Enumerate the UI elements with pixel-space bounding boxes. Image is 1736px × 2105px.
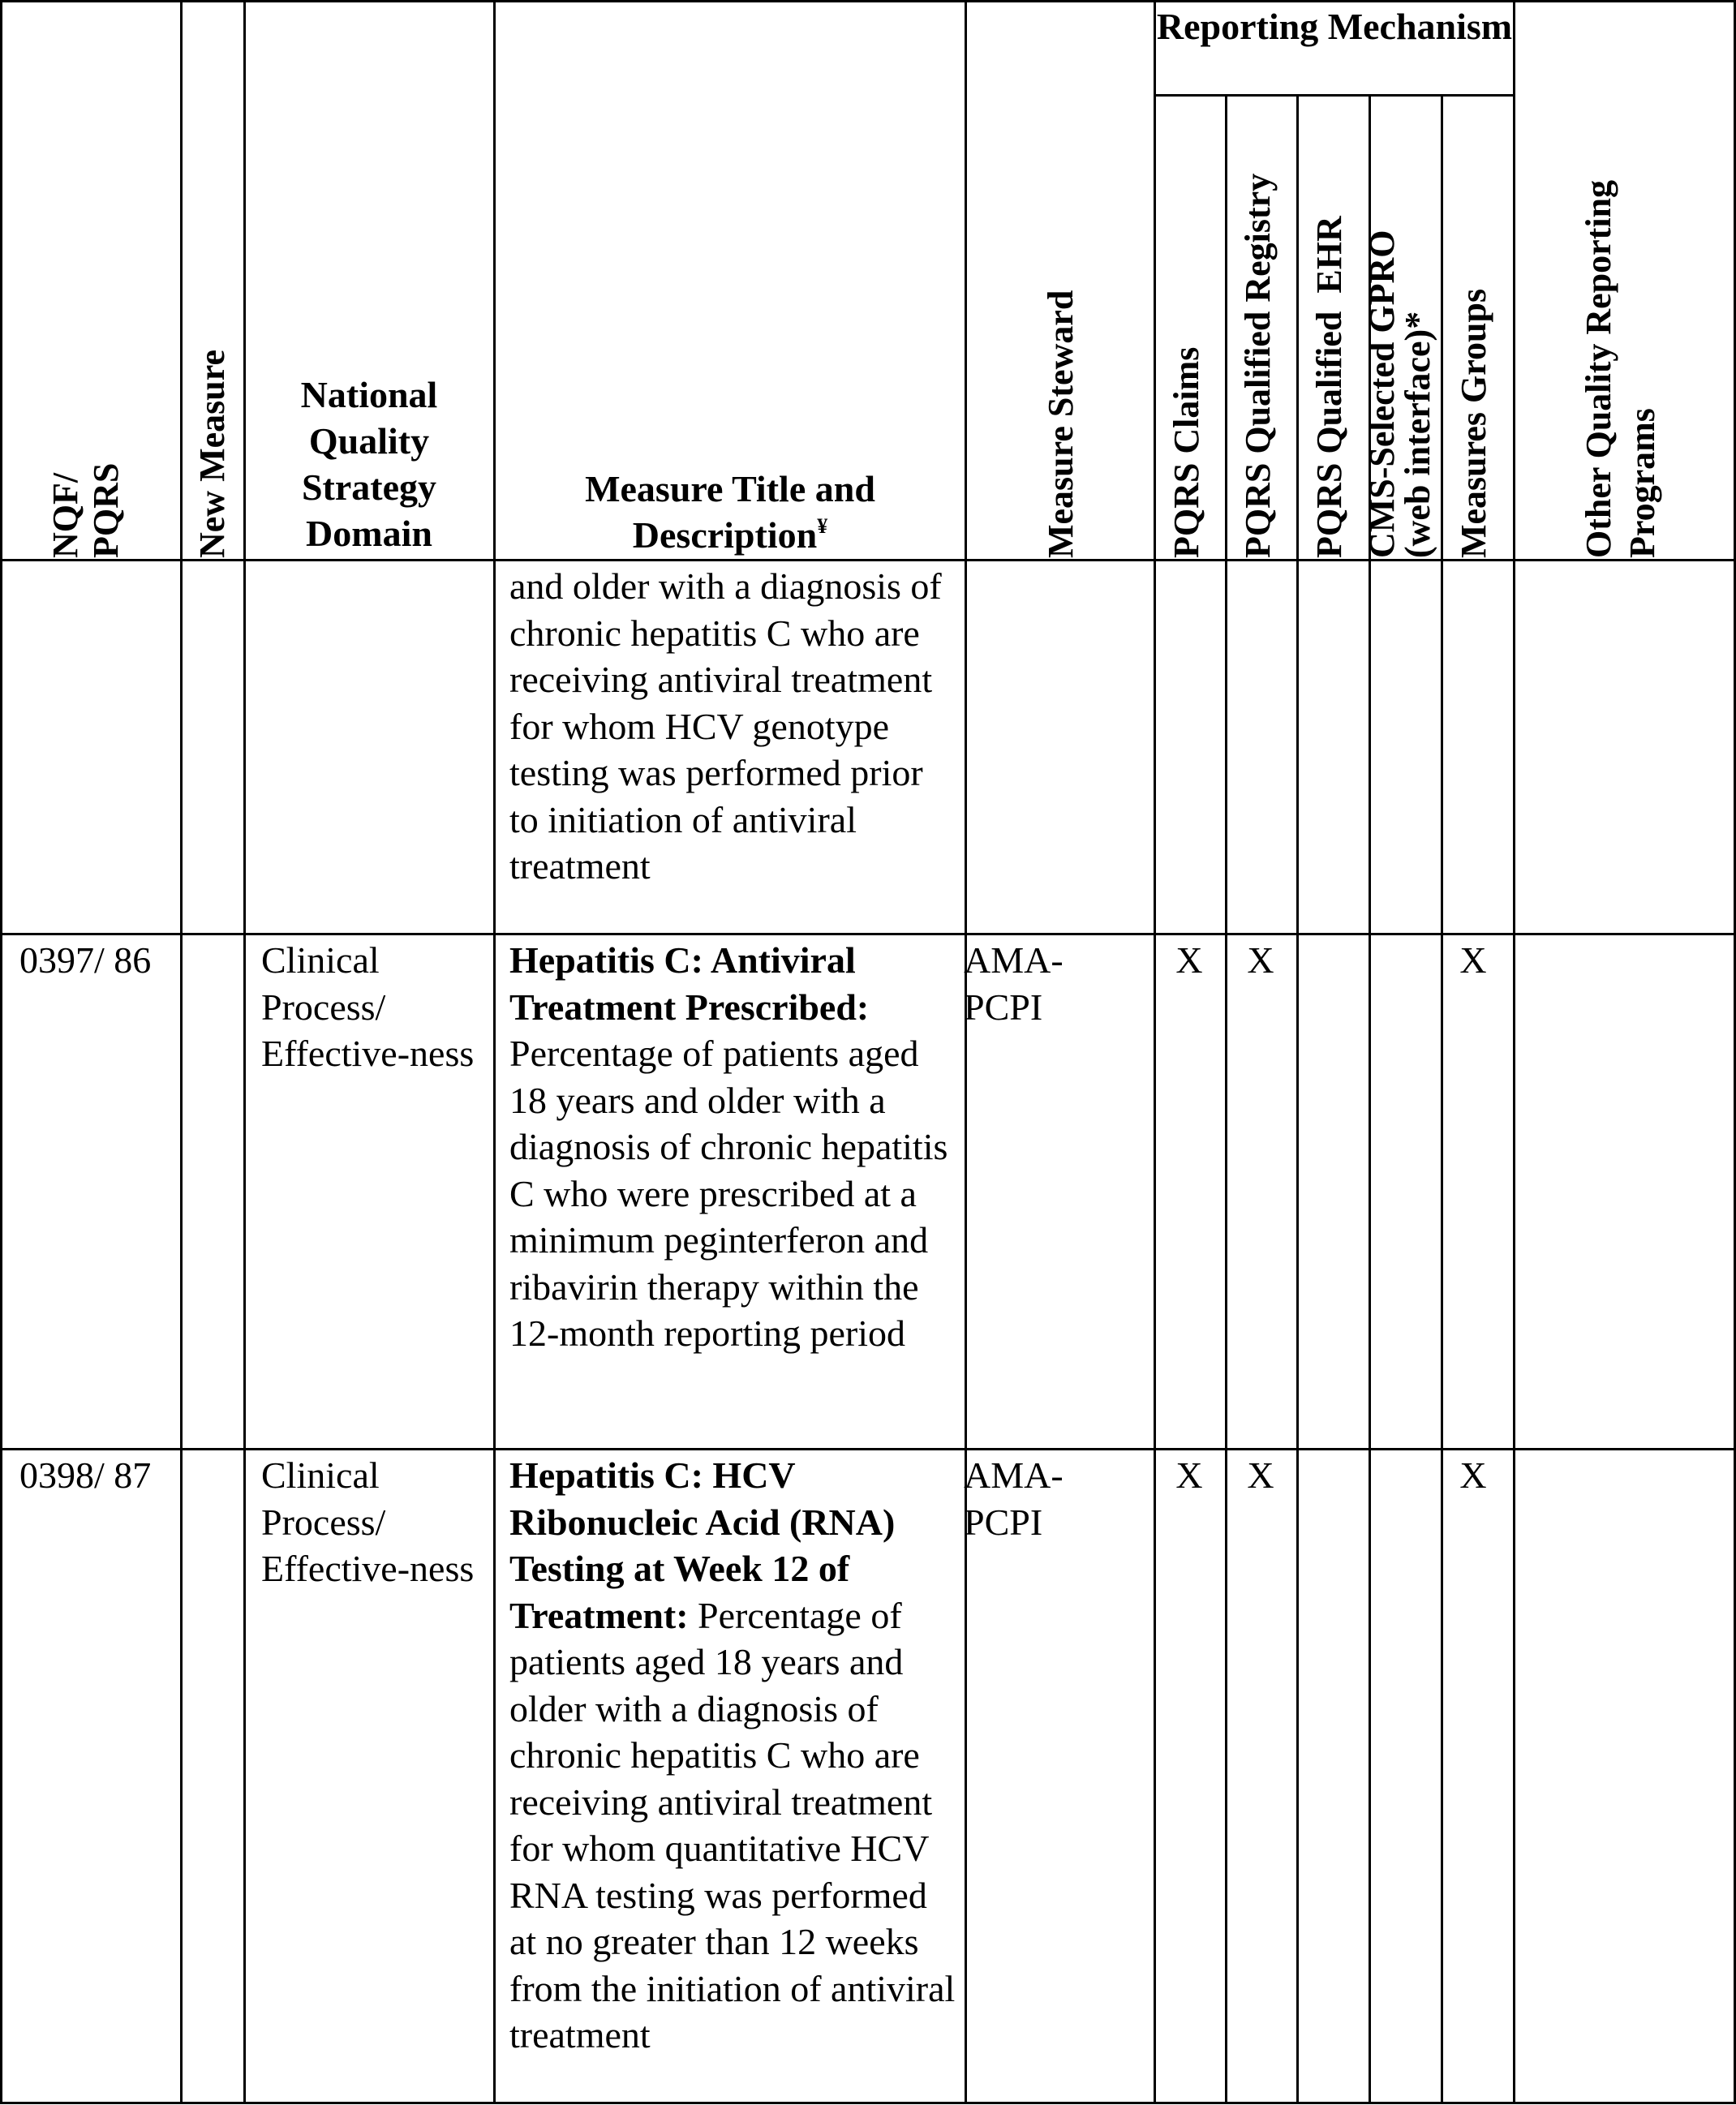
row-2-claims-mark: X <box>1175 939 1203 981</box>
col-rule-6 <box>1225 94 1227 2104</box>
header-pqrs-registry <box>1238 174 1278 558</box>
row-3-domain <box>261 1452 480 1592</box>
row-1-description-text: and older with a diagnosis of chronic hepatitis C who are receiving antiviral treatment for whom HCV genotype testing was performed prior to initiation of antiviral treatment <box>509 565 942 887</box>
table-border-bottom <box>0 2102 1736 2104</box>
header-gpro-text: CMS-Selected GPRO <box>1362 230 1402 558</box>
header-new-measure-text: New Measure <box>192 350 232 558</box>
row-2-groups-mark: X <box>1459 939 1487 981</box>
col-rule-4 <box>965 0 967 2104</box>
row-2-nqf-text: 0397/ 86 <box>19 939 152 981</box>
header-measures-groups-text: Measures Groups <box>1454 288 1493 558</box>
row-3-steward-text: AMA-PCPI <box>964 1454 1064 1543</box>
row-2-domain <box>261 937 480 1077</box>
header-pqrs-registry-text: PQRS Qualified Registry <box>1238 173 1278 558</box>
header-bottom-rule <box>0 559 1736 561</box>
row-2-nqf <box>19 937 174 984</box>
header-pqrs-claims-text: PQRS Claims <box>1167 346 1206 558</box>
header-nqf-pqrs <box>45 71 127 558</box>
header-other-programs <box>1577 180 1665 558</box>
header-measure-steward-text: Measure Steward <box>1041 290 1081 558</box>
row-2-measure-title: Hepatitis C: Antiviral Treatment Prescribed: <box>509 939 870 1028</box>
col-rule-2 <box>243 0 246 2104</box>
header-reporting-mechanism-text: Reporting Mechanism <box>1156 6 1513 47</box>
row-2-measure-description: Percentage of patients aged 18 years and older with a diagnosis of chronic hepatitis C who were prescribed at a minimum peginterferon and ribavirin therapy within the 12-month reporting period <box>509 1033 948 1354</box>
row-3-measure <box>509 1452 957 2059</box>
header-nqs-domain-text: National Quality Strategy Domain <box>300 374 438 554</box>
row-2-steward-text: AMA-PCPI <box>964 939 1064 1028</box>
header-pqrs-ehr-text: PQRS Qualified EHR <box>1309 216 1349 558</box>
row-3-domain-text: Clinical Process/ Effective-ness <box>261 1454 475 1589</box>
col-rule-5 <box>1154 0 1156 2104</box>
row-3-measure-title: Hepatitis C: HCV Ribonucleic Acid (RNA) Testing at Week 12 of Treatment: <box>509 1454 896 1636</box>
row-rule-2 <box>0 1448 1736 1450</box>
col-rule-3 <box>493 0 496 2104</box>
header-measure-title <box>535 466 925 558</box>
col-rule-1 <box>180 0 183 2104</box>
row-3-nqf-text: 0398/ 87 <box>19 1454 152 1496</box>
col-rule-9 <box>1441 94 1443 2104</box>
row-2-domain-text: Clinical Process/ Effective-ness <box>261 939 475 1074</box>
footnote-mark: ¥ <box>817 514 828 538</box>
header-nqs-domain <box>268 372 471 556</box>
header-pqrs-claims <box>1167 347 1207 558</box>
header-new-measure <box>192 350 233 558</box>
header-measure-title-text: Measure Title and Description <box>585 468 875 556</box>
row-3-steward <box>964 1452 1064 1545</box>
row-3-measure-description: Percentage of patients aged 18 years and older with a diagnosis of chronic hepatitis C who are receiving antiviral treatment for whom quantitative HCV RNA testing was performed at no greater than 12 weeks from the initiation of antiviral treatment <box>509 1594 956 2056</box>
header-reporting-mechanism <box>1156 3 1513 49</box>
header-other-programs-line1: Other Quality Reporting <box>1579 179 1618 558</box>
row-2-measure <box>509 937 957 1357</box>
header-gpro <box>1364 230 1436 558</box>
row-3-nqf <box>19 1452 174 1499</box>
header-rule-reporting <box>1154 94 1515 97</box>
header-nqf-pqrs-text: NQF/ PQRS <box>45 462 126 558</box>
col-rule-7 <box>1296 94 1299 2104</box>
header-other-programs-line2: Programs <box>1622 408 1662 558</box>
header-gpro-sub-text: (web interface)* <box>1398 311 1437 558</box>
row-1-description <box>509 563 957 890</box>
header-measures-groups <box>1454 289 1494 558</box>
col-rule-10 <box>1513 0 1515 2104</box>
header-measure-steward <box>1041 290 1081 558</box>
row-3-groups-mark: X <box>1459 1454 1487 1496</box>
row-2-steward <box>964 937 1064 1030</box>
row-2-registry-mark: X <box>1247 939 1274 981</box>
row-rule-1 <box>0 933 1736 935</box>
table-border-top <box>0 0 1736 2</box>
header-pqrs-ehr <box>1309 216 1350 558</box>
row-3-claims-mark: X <box>1175 1454 1203 1496</box>
col-rule-0 <box>0 0 2 2104</box>
row-3-registry-mark: X <box>1247 1454 1274 1496</box>
